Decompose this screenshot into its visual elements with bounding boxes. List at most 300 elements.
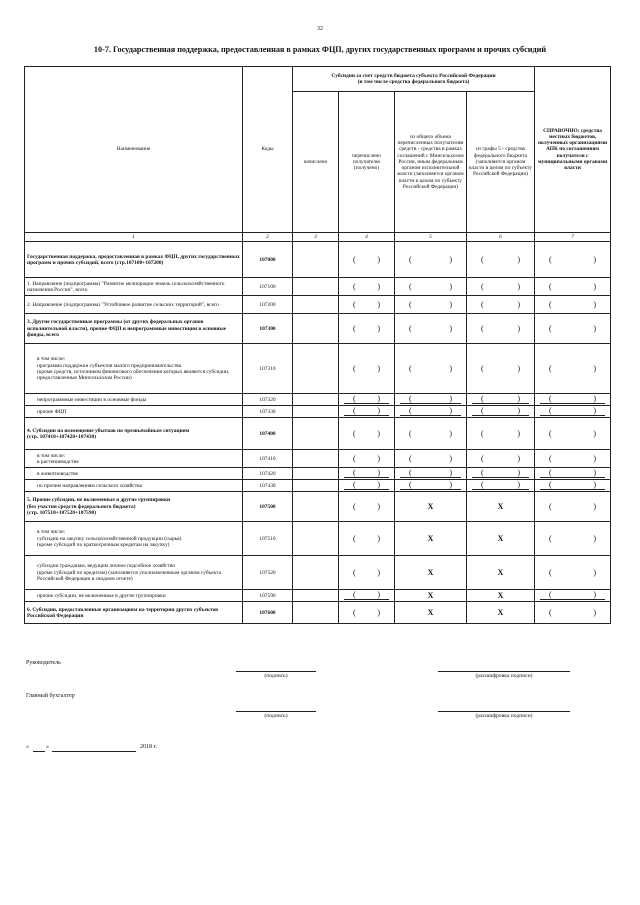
close-paren: ) — [593, 567, 597, 577]
close-paren: ) — [449, 480, 452, 490]
open-paren: ( — [481, 406, 484, 416]
accrued-cell[interactable] — [293, 492, 339, 522]
close-paren: ) — [449, 394, 452, 404]
transferred-cell — [339, 394, 395, 406]
row-code: 107320 — [243, 394, 293, 406]
transferred-cell — [339, 450, 395, 468]
value-field[interactable] — [400, 407, 461, 416]
open-paren: ( — [353, 453, 356, 463]
accrued-cell[interactable] — [293, 344, 339, 394]
row-code: 107000 — [243, 242, 293, 278]
open-paren: ( — [353, 501, 356, 511]
local-budget-cell — [535, 406, 611, 418]
table-row — [25, 468, 611, 480]
row-code: 107500 — [243, 492, 293, 522]
close-paren: ) — [377, 453, 380, 463]
federal-funds-cell — [467, 418, 535, 450]
table-row — [25, 522, 611, 556]
open-paren: ( — [549, 533, 552, 543]
federal-funds-cell — [467, 278, 535, 296]
federal-funds-cell — [467, 480, 535, 492]
value-field[interactable] — [341, 325, 392, 333]
accrued-cell[interactable] — [293, 418, 339, 450]
open-paren: ( — [549, 567, 552, 577]
local-budget-cell — [535, 418, 611, 450]
value-field[interactable] — [344, 469, 389, 478]
open-paren: ( — [549, 468, 552, 478]
open-paren: ( — [549, 299, 552, 309]
row-label: прочие ФЦП — [25, 406, 243, 418]
open-paren: ( — [353, 394, 356, 404]
row-code: 107520 — [243, 556, 293, 590]
agreement-funds-cell — [395, 278, 467, 296]
federal-funds-cell — [467, 450, 535, 468]
subsidies-table — [24, 66, 611, 624]
open-paren: ( — [353, 254, 356, 264]
close-paren: ) — [517, 281, 521, 291]
header-accrued: начислено — [293, 92, 339, 233]
header-transferred: перечислено получателю (получено) — [339, 92, 395, 233]
federal-funds-cell — [467, 556, 535, 590]
value-field[interactable] — [397, 365, 464, 373]
row-code: 107300 — [243, 314, 293, 344]
open-paren: ( — [409, 363, 412, 373]
close-paren: ) — [377, 480, 380, 490]
table-row — [25, 556, 611, 590]
row-label: 2. Направление (подпрограмма) "Устойчивое развитие сельских территорий", всего — [25, 296, 243, 314]
value-field[interactable] — [341, 569, 392, 577]
open-paren: ( — [409, 281, 412, 291]
value-field[interactable] — [344, 591, 389, 600]
row-label: непрограммные инвестиции в основные фонды — [25, 394, 243, 406]
row-label: субсидии гражданам, ведущим личное подсобное хозяйство (кроме субсидий по кредитам) (заполняется уполномоченным органом субъекта Российской Федерации в сводном отчете) — [25, 556, 243, 590]
value-field[interactable] — [537, 430, 608, 438]
row-code: 107420 — [243, 468, 293, 480]
open-paren: ( — [549, 480, 552, 490]
value-field[interactable] — [341, 535, 392, 543]
value-field[interactable] — [537, 301, 608, 309]
close-paren: ) — [517, 480, 521, 490]
table-row — [25, 344, 611, 394]
close-paren: ) — [593, 323, 597, 333]
value-field[interactable] — [397, 325, 464, 333]
agreement-funds-cell — [395, 406, 467, 418]
date-close-quote: » — [46, 744, 49, 750]
close-paren: ) — [593, 363, 597, 373]
close-paren: ) — [593, 406, 597, 416]
federal-funds-cell — [467, 406, 535, 418]
value-field[interactable] — [537, 283, 608, 291]
accrued-cell[interactable] — [293, 296, 339, 314]
open-paren: ( — [353, 299, 356, 309]
value-field[interactable] — [400, 395, 461, 404]
local-budget-cell — [535, 468, 611, 480]
accrued-cell[interactable] — [293, 602, 339, 624]
accrued-cell[interactable] — [293, 590, 339, 602]
agreement-funds-cell — [395, 418, 467, 450]
value-field[interactable] — [469, 301, 532, 309]
open-paren: ( — [353, 428, 356, 438]
row-label: в том числе: в растениеводстве — [25, 450, 243, 468]
transferred-cell — [339, 406, 395, 418]
value-field[interactable] — [537, 503, 608, 511]
table-row — [25, 394, 611, 406]
value-field[interactable] — [469, 283, 532, 291]
federal-funds-cell — [467, 344, 535, 394]
accrued-cell[interactable] — [293, 278, 339, 296]
header-of-total: из общего объема перечисленных получателям средств - средства в рамках соглашений с Минсельхозом России, иным федеральным органом исполнительной власти (заполняется органом власти в целом по субъекту Российской Федерации) — [395, 92, 467, 233]
local-budget-cell — [535, 450, 611, 468]
column-number-6: 6 — [467, 233, 535, 242]
header-reference: СПРАВОЧНО: средства местных бюджетов, полученных организациями АПК по соглашениям получателя с муниципальными органами власти — [535, 67, 611, 233]
close-paren: ) — [377, 254, 380, 264]
value-field[interactable] — [344, 395, 389, 404]
agreement-funds-cell — [395, 590, 467, 602]
row-label: прочие субсидии, не включенные в другие группировки — [25, 590, 243, 602]
accountant-label: Главный бухгалтер — [26, 693, 75, 699]
value-field[interactable] — [397, 455, 464, 463]
close-paren: ) — [517, 394, 521, 404]
local-budget-cell — [535, 602, 611, 624]
row-code: 107510 — [243, 522, 293, 556]
header-name: Наименование — [25, 67, 243, 233]
x-mark: X — [427, 567, 434, 577]
close-paren: ) — [377, 394, 380, 404]
table-row — [25, 450, 611, 468]
value-field[interactable] — [472, 407, 529, 416]
local-budget-cell — [535, 344, 611, 394]
table-row — [25, 480, 611, 492]
federal-funds-cell — [467, 394, 535, 406]
accrued-cell[interactable] — [293, 522, 339, 556]
table-row — [25, 418, 611, 450]
row-label: 1. Направление (подпрограмма) "Развитие мелиорации земель сельскохозяйственного назначения России", всего — [25, 278, 243, 296]
transferred-cell — [339, 556, 395, 590]
transferred-cell — [339, 480, 395, 492]
date-month-line[interactable] — [52, 751, 136, 752]
accrued-cell[interactable] — [293, 450, 339, 468]
close-paren: ) — [377, 468, 380, 478]
open-paren: ( — [353, 281, 356, 291]
agreement-funds-cell — [395, 296, 467, 314]
agreement-funds-cell — [395, 492, 467, 522]
row-code: 107330 — [243, 406, 293, 418]
transferred-cell — [339, 418, 395, 450]
agreement-funds-cell — [395, 480, 467, 492]
close-paren: ) — [449, 468, 452, 478]
x-mark: X — [497, 590, 504, 600]
value-field[interactable] — [537, 569, 608, 577]
row-label: в животноводстве — [25, 468, 243, 480]
row-code: 107430 — [243, 480, 293, 492]
x-mark: X — [497, 567, 504, 577]
value-field[interactable] — [540, 395, 605, 404]
accrued-cell[interactable] — [293, 394, 339, 406]
federal-funds-cell — [467, 296, 535, 314]
close-paren: ) — [377, 363, 380, 373]
value-field[interactable] — [537, 256, 608, 264]
transferred-cell — [339, 344, 395, 394]
open-paren: ( — [549, 590, 552, 600]
row-label: в том числе: субсидии на закупку сельскохозяйственной продукции (сырья) (кроме субсидий по краткосрочным кредитам на закупку) — [25, 522, 243, 556]
value-field[interactable] — [469, 256, 532, 264]
value-field[interactable] — [537, 609, 608, 617]
value-field[interactable] — [344, 481, 389, 490]
local-budget-cell — [535, 556, 611, 590]
close-paren: ) — [449, 453, 452, 463]
local-budget-cell — [535, 296, 611, 314]
transferred-cell — [339, 468, 395, 480]
open-paren: ( — [481, 299, 484, 309]
value-field[interactable] — [400, 481, 461, 490]
close-paren: ) — [517, 428, 521, 438]
close-paren: ) — [593, 281, 597, 291]
row-code: 107590 — [243, 590, 293, 602]
agreement-funds-cell — [395, 602, 467, 624]
close-paren: ) — [593, 468, 597, 478]
open-paren: ( — [481, 323, 484, 333]
row-code: 107600 — [243, 602, 293, 624]
open-paren: ( — [549, 254, 552, 264]
open-paren: ( — [549, 323, 552, 333]
open-paren: ( — [409, 453, 412, 463]
close-paren: ) — [377, 501, 380, 511]
accountant-decode-line[interactable] — [438, 711, 570, 712]
page-title: 10-7. Государственная поддержка, предоставленная в рамках ФЦП, других государственных программ и прочих субсидий — [93, 45, 547, 54]
open-paren: ( — [353, 590, 356, 600]
value-field[interactable] — [400, 469, 461, 478]
open-paren: ( — [353, 468, 356, 478]
value-field[interactable] — [469, 430, 532, 438]
open-paren: ( — [481, 254, 484, 264]
close-paren: ) — [449, 428, 452, 438]
open-paren: ( — [409, 394, 412, 404]
close-paren: ) — [377, 607, 380, 617]
open-paren: ( — [353, 323, 356, 333]
close-paren: ) — [449, 323, 452, 333]
x-mark: X — [427, 533, 434, 543]
table-row — [25, 406, 611, 418]
local-budget-cell — [535, 522, 611, 556]
accountant-signature-line[interactable] — [236, 711, 316, 712]
close-paren: ) — [449, 281, 452, 291]
x-mark: X — [427, 501, 434, 511]
close-paren: ) — [593, 453, 597, 463]
column-number-3: 3 — [293, 233, 339, 242]
row-label: по прочим направлениям сельского хозяйства — [25, 480, 243, 492]
open-paren: ( — [353, 363, 356, 373]
open-paren: ( — [549, 453, 552, 463]
open-paren: ( — [353, 406, 356, 416]
open-paren: ( — [409, 428, 412, 438]
row-code: 107200 — [243, 296, 293, 314]
close-paren: ) — [593, 590, 597, 600]
table-row — [25, 296, 611, 314]
value-field[interactable] — [472, 481, 529, 490]
open-paren: ( — [481, 394, 484, 404]
open-paren: ( — [353, 607, 356, 617]
agreement-funds-cell — [395, 450, 467, 468]
agreement-funds-cell — [395, 556, 467, 590]
close-paren: ) — [593, 394, 597, 404]
close-paren: ) — [377, 281, 380, 291]
header-codes: Коды — [243, 67, 293, 233]
value-field[interactable] — [540, 407, 605, 416]
open-paren: ( — [353, 567, 356, 577]
page-number: 32 — [317, 26, 323, 32]
row-code: 107410 — [243, 450, 293, 468]
value-field[interactable] — [472, 395, 529, 404]
value-field[interactable] — [341, 283, 392, 291]
accrued-cell[interactable] — [293, 314, 339, 344]
header-of-col5: из графы 5 - средства федерального бюджета (заполняется органом власти в целом по субъекту Российской Федерации) — [467, 92, 535, 233]
close-paren: ) — [517, 254, 521, 264]
agreement-funds-cell — [395, 468, 467, 480]
transferred-cell — [339, 242, 395, 278]
local-budget-cell — [535, 242, 611, 278]
table-row — [25, 242, 611, 278]
column-number-1: 1 — [25, 233, 243, 242]
federal-funds-cell — [467, 468, 535, 480]
open-paren: ( — [481, 281, 484, 291]
open-paren: ( — [549, 607, 552, 617]
open-paren: ( — [353, 533, 356, 543]
close-paren: ) — [377, 533, 380, 543]
local-budget-cell — [535, 278, 611, 296]
value-field[interactable] — [397, 256, 464, 264]
close-paren: ) — [377, 567, 380, 577]
table-row — [25, 602, 611, 624]
column-number-5: 5 — [395, 233, 467, 242]
date-open-quote: « — [26, 744, 29, 750]
close-paren: ) — [593, 254, 597, 264]
value-field[interactable] — [537, 455, 608, 463]
value-field[interactable] — [341, 503, 392, 511]
value-field[interactable] — [469, 455, 532, 463]
close-paren: ) — [377, 323, 380, 333]
transferred-cell — [339, 314, 395, 344]
open-paren: ( — [549, 501, 552, 511]
federal-funds-cell — [467, 314, 535, 344]
open-paren: ( — [549, 428, 552, 438]
accrued-cell[interactable] — [293, 480, 339, 492]
value-field[interactable] — [540, 591, 605, 600]
close-paren: ) — [517, 299, 521, 309]
accrued-cell[interactable] — [293, 406, 339, 418]
close-paren: ) — [449, 299, 452, 309]
row-label: в том числе: программа поддержки субъектов малого предпринимательства (кроме средств, источником финансового обеспечения которых являются субсидии, предоставленные Минсельхозом России) — [25, 344, 243, 394]
close-paren: ) — [517, 363, 521, 373]
value-field[interactable] — [537, 325, 608, 333]
header-subsidies-group: Субсидии за счет средств бюджета субъекта Российской Федерации (в том числе средства федерального бюджета) — [293, 67, 535, 92]
federal-funds-cell — [467, 242, 535, 278]
open-paren: ( — [409, 323, 412, 333]
close-paren: ) — [517, 453, 521, 463]
open-paren: ( — [409, 480, 412, 490]
x-mark: X — [497, 607, 504, 617]
agreement-funds-cell — [395, 344, 467, 394]
value-field[interactable] — [537, 365, 608, 373]
date-day-line[interactable] — [33, 751, 45, 752]
open-paren: ( — [549, 363, 552, 373]
table-row — [25, 314, 611, 344]
local-budget-cell — [535, 394, 611, 406]
close-paren: ) — [377, 299, 380, 309]
value-field[interactable] — [469, 325, 532, 333]
column-number-7: 7 — [535, 233, 611, 242]
agreement-funds-cell — [395, 394, 467, 406]
column-number-4: 4 — [339, 233, 395, 242]
value-field[interactable] — [540, 481, 605, 490]
value-field[interactable] — [341, 256, 392, 264]
value-field[interactable] — [344, 407, 389, 416]
date-year: 2018 г. — [140, 744, 157, 750]
value-field[interactable] — [341, 455, 392, 463]
accrued-cell[interactable] — [293, 242, 339, 278]
close-paren: ) — [593, 533, 597, 543]
x-mark: X — [427, 590, 434, 600]
transferred-cell — [339, 296, 395, 314]
close-paren: ) — [593, 501, 597, 511]
value-field[interactable] — [540, 469, 605, 478]
agreement-funds-cell — [395, 522, 467, 556]
value-field[interactable] — [397, 283, 464, 291]
row-label: 6. Субсидии, предоставленные организациям на территории других субъектов Российской Федерации — [25, 602, 243, 624]
local-budget-cell — [535, 314, 611, 344]
federal-funds-cell — [467, 492, 535, 522]
close-paren: ) — [449, 254, 452, 264]
row-label: 4. Субсидии на возмещение убытков по чрезвычайным ситуациям (стр. 107410+107420+107430) — [25, 418, 243, 450]
value-field[interactable] — [397, 301, 464, 309]
open-paren: ( — [353, 480, 356, 490]
accrued-cell[interactable] — [293, 468, 339, 480]
x-mark: X — [497, 501, 504, 511]
value-field[interactable] — [341, 609, 392, 617]
value-field[interactable] — [341, 365, 392, 373]
row-label: 5. Прочие субсидии, не включенные в другие группировки (без участия средств федерального бюджета) (стр. 107510+107520+107590) — [25, 492, 243, 522]
local-budget-cell — [535, 480, 611, 492]
row-code: 107400 — [243, 418, 293, 450]
open-paren: ( — [549, 406, 552, 416]
value-field[interactable] — [341, 301, 392, 309]
transferred-cell — [339, 602, 395, 624]
accrued-cell[interactable] — [293, 556, 339, 590]
head-decode-line[interactable] — [438, 671, 570, 672]
agreement-funds-cell — [395, 314, 467, 344]
row-label: Государственная поддержка, предоставленная в рамках ФЦП, других государственных программ и прочих субсидий, всего (стр.107100+107200) — [25, 242, 243, 278]
head-signature-line[interactable] — [236, 671, 316, 672]
close-paren: ) — [593, 607, 597, 617]
value-field[interactable] — [397, 430, 464, 438]
value-field[interactable] — [537, 535, 608, 543]
row-label: 3. Другие государственные программы (от других федеральных органов исполнительной власти), прочие ФЦП и непрограммные инвестиции в основные фонды, всего — [25, 314, 243, 344]
value-field[interactable] — [472, 469, 529, 478]
federal-funds-cell — [467, 522, 535, 556]
accountant-signature-caption: (подпись) — [264, 713, 288, 719]
close-paren: ) — [593, 299, 597, 309]
close-paren: ) — [377, 406, 380, 416]
transferred-cell — [339, 590, 395, 602]
local-budget-cell — [535, 590, 611, 602]
transferred-cell — [339, 278, 395, 296]
close-paren: ) — [517, 323, 521, 333]
open-paren: ( — [481, 428, 484, 438]
value-field[interactable] — [341, 430, 392, 438]
value-field[interactable] — [469, 365, 532, 373]
close-paren: ) — [449, 363, 452, 373]
federal-funds-cell — [467, 602, 535, 624]
row-code: 107310 — [243, 344, 293, 394]
